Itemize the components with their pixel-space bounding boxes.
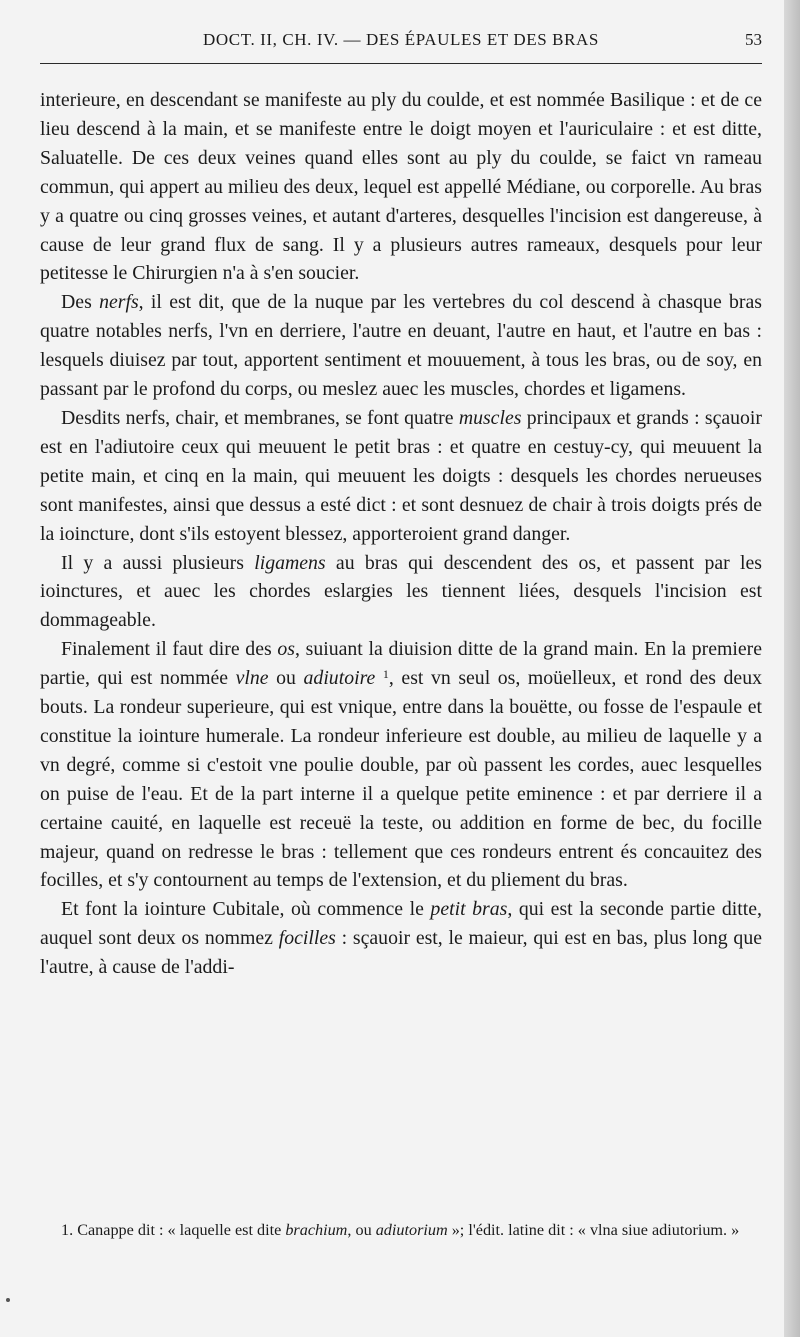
italic-term: os — [277, 638, 295, 661]
footnote-area — [40, 1218, 762, 1242]
page-header — [40, 30, 762, 56]
body-text — [40, 86, 762, 982]
italic-term: brachium — [285, 1221, 348, 1239]
ink-speck — [6, 1298, 10, 1302]
paragraph — [40, 288, 762, 404]
footnote-reference: 1 — [382, 667, 389, 682]
page-number: 53 — [745, 30, 762, 49]
text-run: , est vn seul os, moüelleux, et rond des deux bouts. La rondeur superieure, qui est vnique, entre dans la bouëtte, ou fosse de l'espaule et constitue la iointure humerale. La rondeur inferieure est double, au milieu de laquelle y a vn degré, comme si c'estoit vne poulie double, par où passent les cordes, auec lesquelles on puise de l'eau. Et de la part interne il a quelque petite eminence : et par derriere il a certaine cauité, en laquelle est receuë la teste, ou addition en forme de bec, du focille majeur, quand on redresse le bras : tellement que ces rondeurs entrent és concauitez des focilles, et s'y contournent au temps de l'extension, et du pliement du bras. — [40, 667, 762, 892]
text-run: : sçauoir est, le maieur, qui est en bas, plus long que l'autre, à cause de l'addi- — [40, 927, 762, 979]
italic-term: petit bras — [430, 898, 508, 921]
italic-term: muscles — [458, 406, 522, 429]
paragraph — [40, 86, 762, 288]
paragraph — [40, 895, 762, 982]
page-edge — [784, 0, 800, 1337]
text-run: 1. Canappe dit : « laquelle est dite — [61, 1221, 286, 1239]
text-run: , suiuant la diuision ditte de la grand main. En la premiere partie, qui est nommée — [40, 638, 763, 690]
paragraph — [40, 549, 762, 636]
paragraph — [40, 635, 762, 895]
text-run: interieure, en descendant se manifeste au ply du coulde, et est nommée Basilique : et de ce lieu descend à la main, et se manifeste entre le doigt moyen et l'auriculaire : et est ditte, Saluatelle. De ces deux veines quand elles sont au ply du coulde, se faict vn rameau commun, qui appert au milieu des deux, lequel est appellé Médiane, ou corporelle. Au bras y a quatre ou cinq grosses veines, et autant d'arteres, desquelles l'incision est dangereuse, à cause de leur grand flux de sang. Il y a plusieurs autres rameaux, desquels pour leur petitesse le Chirurgien n'a à s'en soucier. — [40, 89, 762, 285]
running-title: DOCT. II, CH. IV. — DES ÉPAULES ET DES BRAS — [203, 30, 599, 49]
footnote — [40, 1218, 762, 1242]
paragraph — [40, 404, 762, 549]
header-rule — [40, 63, 762, 64]
italic-term: adiutorium — [375, 1221, 448, 1239]
text-run: , il est dit, que de la nuque par les vertebres du col descend à chasque bras quatre notables nerfs, l'vn en derriere, l'autre en deuant, l'autre en haut, et l'autre en bas : lesquels diuisez par tout, apportent sentiment et mouuement, à tous les bras, ou de soy, en passant par le profond du corps, ou meslez auec les muscles, chordes et ligamens. — [40, 291, 762, 401]
italic-term: nerfs — [99, 291, 139, 314]
text-run: ou — [268, 667, 304, 690]
italic-term: adiutoire — [303, 667, 376, 690]
text-run: Il y a aussi plusieurs — [61, 551, 255, 574]
text-run: Et font la iointure Cubitale, où commence le — [61, 898, 431, 921]
text-run: , qui est la seconde partie ditte, auquel sont deux os nommez — [40, 898, 762, 950]
italic-term: vlne — [235, 667, 269, 690]
text-run: au bras qui descendent des os, et passent par les ioinctures, et auec les chordes eslargies les tiennent liées, desquels l'incision est dommageable. — [40, 551, 762, 632]
text-run: , ou — [347, 1221, 376, 1239]
text-run: principaux et grands : sçauoir est en l'adiutoire ceux qui meuuent le petit bras : et quatre en cestuy-cy, qui meuuent la petite main, et cinq en la main, qui meuuent les doigts : desquels les chordes nerueuses sont manifestes, ainsi que dessus a esté dict : et sont desnuez de chair à trois doigts prés de la ioincture, dont s'ils estoyent blessez, apporteroient grand danger. — [40, 406, 763, 545]
text-run: Des — [61, 291, 100, 314]
text-run: Desdits nerfs, chair, et membranes, se font quatre — [61, 406, 459, 429]
italic-term: ligamens — [254, 551, 326, 574]
italic-term: focilles — [278, 927, 336, 950]
text-run: Finalement il faut dire des — [61, 638, 278, 661]
text-run: »; l'édit. latine dit : « vlna siue adiutorium. » — [447, 1221, 740, 1239]
text-run — [375, 667, 383, 689]
